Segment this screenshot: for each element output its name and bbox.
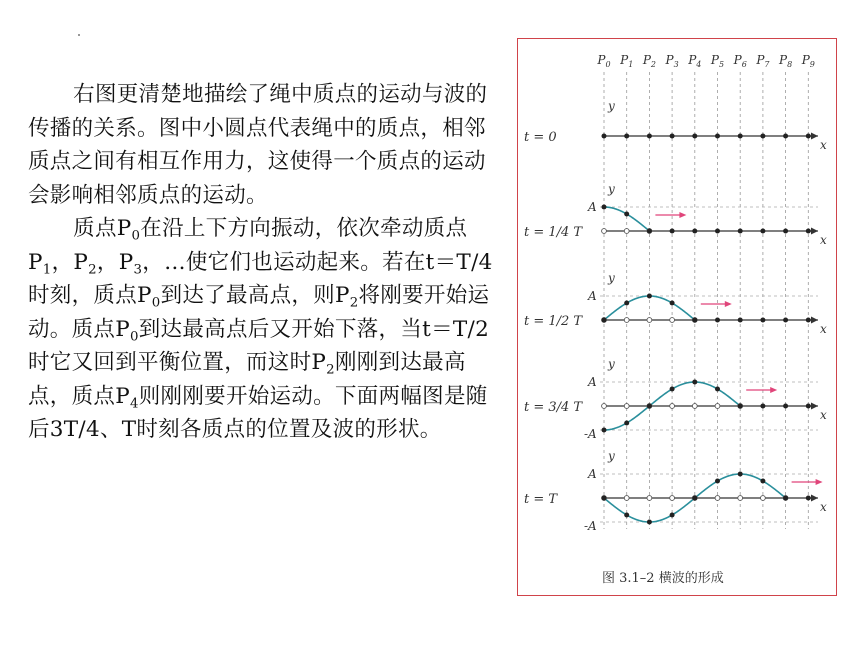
text-run: ，…使它们也运动起来。若在t＝T/4时刻，质点P bbox=[28, 249, 493, 308]
particle-label: $P_6$ bbox=[733, 53, 747, 69]
particle bbox=[647, 520, 652, 525]
particle bbox=[602, 205, 607, 210]
body-text bbox=[28, 78, 498, 447]
particle bbox=[647, 229, 652, 234]
particle bbox=[602, 496, 607, 501]
amplitude-label: A bbox=[588, 467, 597, 481]
time-label: t = 1/2 T bbox=[524, 314, 583, 329]
time-label: t = 3/4 T bbox=[524, 400, 583, 415]
equilibrium-position-marker bbox=[624, 318, 629, 323]
particle bbox=[806, 134, 811, 139]
particle bbox=[647, 134, 652, 139]
particle bbox=[806, 229, 811, 234]
subscript: 4 bbox=[129, 396, 139, 412]
x-axis-arrowhead bbox=[811, 133, 818, 140]
paragraph-2 bbox=[28, 212, 498, 447]
amplitude-label: A bbox=[588, 375, 597, 389]
equilibrium-position-marker bbox=[647, 496, 652, 501]
equilibrium-position-marker bbox=[670, 496, 675, 501]
particle bbox=[738, 229, 743, 234]
neg-amplitude-label: -A bbox=[584, 519, 597, 533]
particle-label-subscript: 2 bbox=[650, 60, 656, 69]
equilibrium-position-marker bbox=[715, 496, 720, 501]
particle bbox=[715, 387, 720, 392]
particle-label: $P_2$ bbox=[642, 53, 656, 69]
text-run: 则刚刚要开始运动。下面两幅图是随后3T/4、T时刻各质点的位置及波的形状。 bbox=[28, 383, 488, 442]
particle bbox=[670, 134, 675, 139]
subscript: 2 bbox=[326, 362, 335, 378]
particle-label: $P_4$ bbox=[688, 53, 702, 69]
particle bbox=[783, 404, 788, 409]
subscript: 2 bbox=[349, 295, 359, 311]
y-axis-label: y bbox=[608, 449, 615, 463]
text-run: 到达最高点后又开始下落，当t＝T/2时它又回到平衡位置，而这时P bbox=[28, 316, 490, 375]
particle bbox=[602, 318, 607, 323]
subscript: 3 bbox=[133, 262, 143, 278]
particle bbox=[760, 479, 765, 484]
equilibrium-position-marker bbox=[647, 318, 652, 323]
particle bbox=[647, 404, 652, 409]
particle-label: $P_5$ bbox=[710, 53, 725, 69]
particle-label-subscript: 5 bbox=[718, 60, 725, 69]
particle bbox=[783, 134, 788, 139]
y-axis-label: y bbox=[608, 99, 615, 113]
particle bbox=[670, 301, 675, 306]
equilibrium-position-marker bbox=[670, 404, 675, 409]
particle bbox=[806, 318, 811, 323]
particle-label: $P_3$ bbox=[665, 53, 679, 69]
particle bbox=[760, 404, 765, 409]
text-run: 在沿上下方向振动，依次牵动质点P bbox=[28, 216, 468, 275]
particle bbox=[715, 318, 720, 323]
particle bbox=[760, 229, 765, 234]
equilibrium-position-marker bbox=[602, 229, 607, 234]
x-axis-arrowhead bbox=[811, 495, 818, 502]
particle-label: $P_7$ bbox=[756, 53, 770, 69]
particle bbox=[715, 134, 720, 139]
particle bbox=[760, 134, 765, 139]
x-axis-label: x bbox=[820, 233, 827, 247]
particle-label-subscript: 6 bbox=[741, 60, 747, 69]
particle bbox=[715, 479, 720, 484]
propagation-arrowhead bbox=[679, 212, 686, 218]
particle bbox=[670, 387, 675, 392]
time-label: t = 0 bbox=[524, 130, 557, 145]
amplitude-label: A bbox=[588, 200, 597, 214]
propagation-arrowhead bbox=[725, 301, 732, 307]
amplitude-label: A bbox=[588, 289, 597, 303]
text-run: ，P bbox=[51, 249, 89, 275]
particle bbox=[624, 301, 629, 306]
particle bbox=[624, 512, 629, 517]
equilibrium-position-marker bbox=[761, 496, 766, 501]
subscript: 0 bbox=[131, 228, 141, 244]
particle bbox=[670, 512, 675, 517]
time-label: t = 1/4 T bbox=[524, 225, 583, 240]
particle-label-subscript: 1 bbox=[628, 60, 634, 69]
equilibrium-position-marker bbox=[624, 404, 629, 409]
equilibrium-position-marker bbox=[692, 404, 697, 409]
particle-label: $P_9$ bbox=[801, 53, 815, 69]
equilibrium-position-marker bbox=[670, 318, 675, 323]
particle bbox=[624, 420, 629, 425]
x-axis-label: x bbox=[820, 408, 827, 422]
particle bbox=[692, 496, 697, 501]
particle-label: $P_1$ bbox=[620, 53, 634, 69]
corner-dot bbox=[78, 34, 80, 36]
particle bbox=[806, 496, 811, 501]
particle-label-subscript: 8 bbox=[787, 60, 793, 69]
text-run: 质点P bbox=[73, 216, 132, 241]
x-axis-label: x bbox=[820, 138, 827, 152]
equilibrium-position-marker bbox=[624, 229, 629, 234]
particle bbox=[602, 428, 607, 433]
particle bbox=[647, 294, 652, 299]
particle bbox=[783, 496, 788, 501]
particle-label: $P_8$ bbox=[779, 53, 793, 69]
x-axis-label: x bbox=[820, 322, 827, 336]
figure-frame bbox=[517, 38, 837, 596]
equilibrium-position-marker bbox=[624, 496, 629, 501]
y-axis-label: y bbox=[608, 182, 615, 196]
particle-label-subscript: 3 bbox=[673, 60, 679, 69]
particle-label-subscript: 4 bbox=[696, 60, 702, 69]
particle bbox=[738, 404, 743, 409]
particle bbox=[783, 318, 788, 323]
x-axis-arrowhead bbox=[811, 317, 818, 324]
particle-label: $P_0$ bbox=[597, 53, 611, 69]
text-run: 刚刚到达最高点，质点P bbox=[28, 350, 466, 409]
subscript: 1 bbox=[42, 262, 52, 278]
particle bbox=[738, 472, 743, 477]
particle bbox=[624, 212, 629, 217]
paragraph-1: 右图更清楚地描绘了绳中质点的运动与波的传播的关系。图中小圆点代表绳中的质点，相邻质点之间有相互作用力，这使得一个质点的运动会影响相邻质点的运动。 bbox=[28, 82, 488, 208]
text-run: 将刚要开始运动。质点P bbox=[28, 283, 490, 342]
particle bbox=[738, 318, 743, 323]
subscript: 0 bbox=[129, 329, 139, 345]
particle bbox=[760, 318, 765, 323]
particle-label-subscript: 0 bbox=[605, 60, 611, 69]
subscript: 2 bbox=[88, 262, 97, 278]
particle bbox=[670, 229, 675, 234]
particle bbox=[806, 404, 811, 409]
y-axis-label: y bbox=[608, 357, 615, 371]
text-run: 到达了最高点，则P bbox=[160, 283, 350, 308]
particle bbox=[738, 134, 743, 139]
particle bbox=[692, 134, 697, 139]
equilibrium-position-marker bbox=[602, 404, 607, 409]
equilibrium-position-marker bbox=[715, 404, 720, 409]
transverse-wave-figure bbox=[518, 39, 838, 597]
particle bbox=[692, 318, 697, 323]
particle bbox=[692, 380, 697, 385]
figure-caption: 图 3.1–2 横波的形成 bbox=[602, 571, 724, 586]
neg-amplitude-label: -A bbox=[584, 427, 597, 441]
subscript: 0 bbox=[151, 295, 161, 311]
time-label: t = T bbox=[524, 492, 558, 507]
particle bbox=[783, 229, 788, 234]
y-axis-label: y bbox=[608, 271, 615, 285]
equilibrium-position-marker bbox=[738, 496, 743, 501]
particle-label-subscript: 7 bbox=[764, 60, 770, 69]
x-axis-label: x bbox=[820, 500, 827, 514]
propagation-arrowhead bbox=[770, 387, 777, 393]
text-run: ，P bbox=[96, 249, 134, 275]
particle bbox=[715, 229, 720, 234]
particle-label-subscript: 9 bbox=[809, 60, 815, 69]
particle bbox=[602, 134, 607, 139]
x-axis-arrowhead bbox=[811, 403, 818, 410]
particle bbox=[692, 229, 697, 234]
propagation-arrowhead bbox=[816, 479, 823, 485]
particle bbox=[624, 134, 629, 139]
x-axis-arrowhead bbox=[811, 228, 818, 235]
